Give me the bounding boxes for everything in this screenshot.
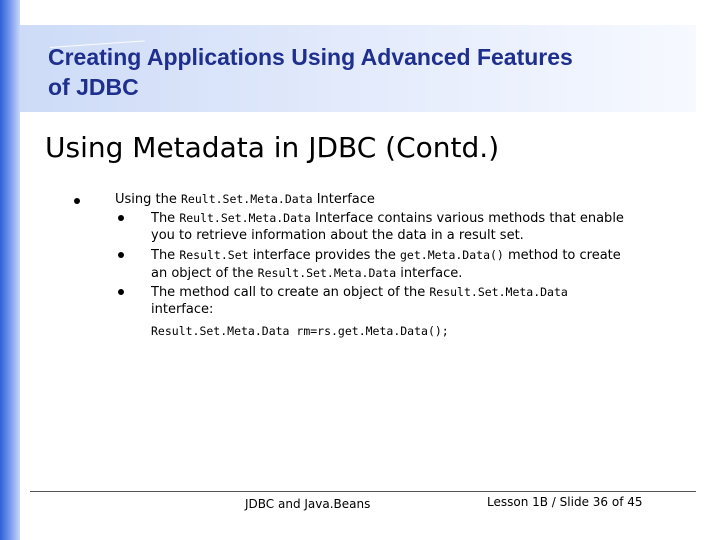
bullet-level2-2 [118,252,124,258]
sub1-suffix: Interface contains various methods that enable [310,211,624,226]
footer-divider [30,491,696,492]
sub2-prefix: The [151,248,180,263]
sub-bullet-1-line-1 [151,209,624,228]
sub2-code-1: Result.Set [179,248,249,262]
level1-prefix: Using the [115,192,181,207]
left-accent-bar [0,0,20,540]
sub-bullet-3-line-1 [151,283,568,302]
header-title [48,42,668,102]
sub1-code: Reult.Set.Meta.Data [179,211,311,225]
level1-text [115,190,375,209]
slide-title: Using Metadata in JDBC (Contd.) [45,131,500,164]
header-title-line-2: of JDBC [48,74,139,100]
sub2-code-2: get.Meta.Data() [400,248,504,262]
footer-slide-number: Lesson 1B / Slide 36 of 45 [487,495,643,509]
sub1-prefix: The [151,211,180,226]
sub-bullet-1-line-2: you to retrieve information about the data in a result set. [151,228,524,243]
sub-bullet-2-line-2 [151,264,462,283]
bullet-level1 [74,198,80,204]
sub2-mid: interface provides the [248,248,400,263]
sub-bullet-2-line-1 [151,246,621,265]
footer-course-title: JDBC and Java.Beans [245,497,371,511]
sub2-suffix: method to create [503,248,621,263]
sub3-prefix: The method call to create an object of the [151,285,430,300]
bullet-level2-1 [118,215,124,221]
bullet-level2-3 [118,289,124,295]
sub3-code: Result.Set.Meta.Data [429,285,568,299]
sub2-line2-prefix: an object of the [151,266,258,281]
sub-bullet-3-line-2: interface: [151,302,214,317]
sub2-line2-code: Result.Set.Meta.Data [257,266,397,280]
code-example: Result.Set.Meta.Data rm=rs.get.Meta.Data(); [151,324,449,338]
level1-code: Reult.Set.Meta.Data [181,192,313,206]
header-title-line-1: Creating Applications Using Advanced Features [48,44,573,70]
level1-suffix: Interface [312,192,375,207]
sub2-line2-suffix: interface. [396,266,463,281]
